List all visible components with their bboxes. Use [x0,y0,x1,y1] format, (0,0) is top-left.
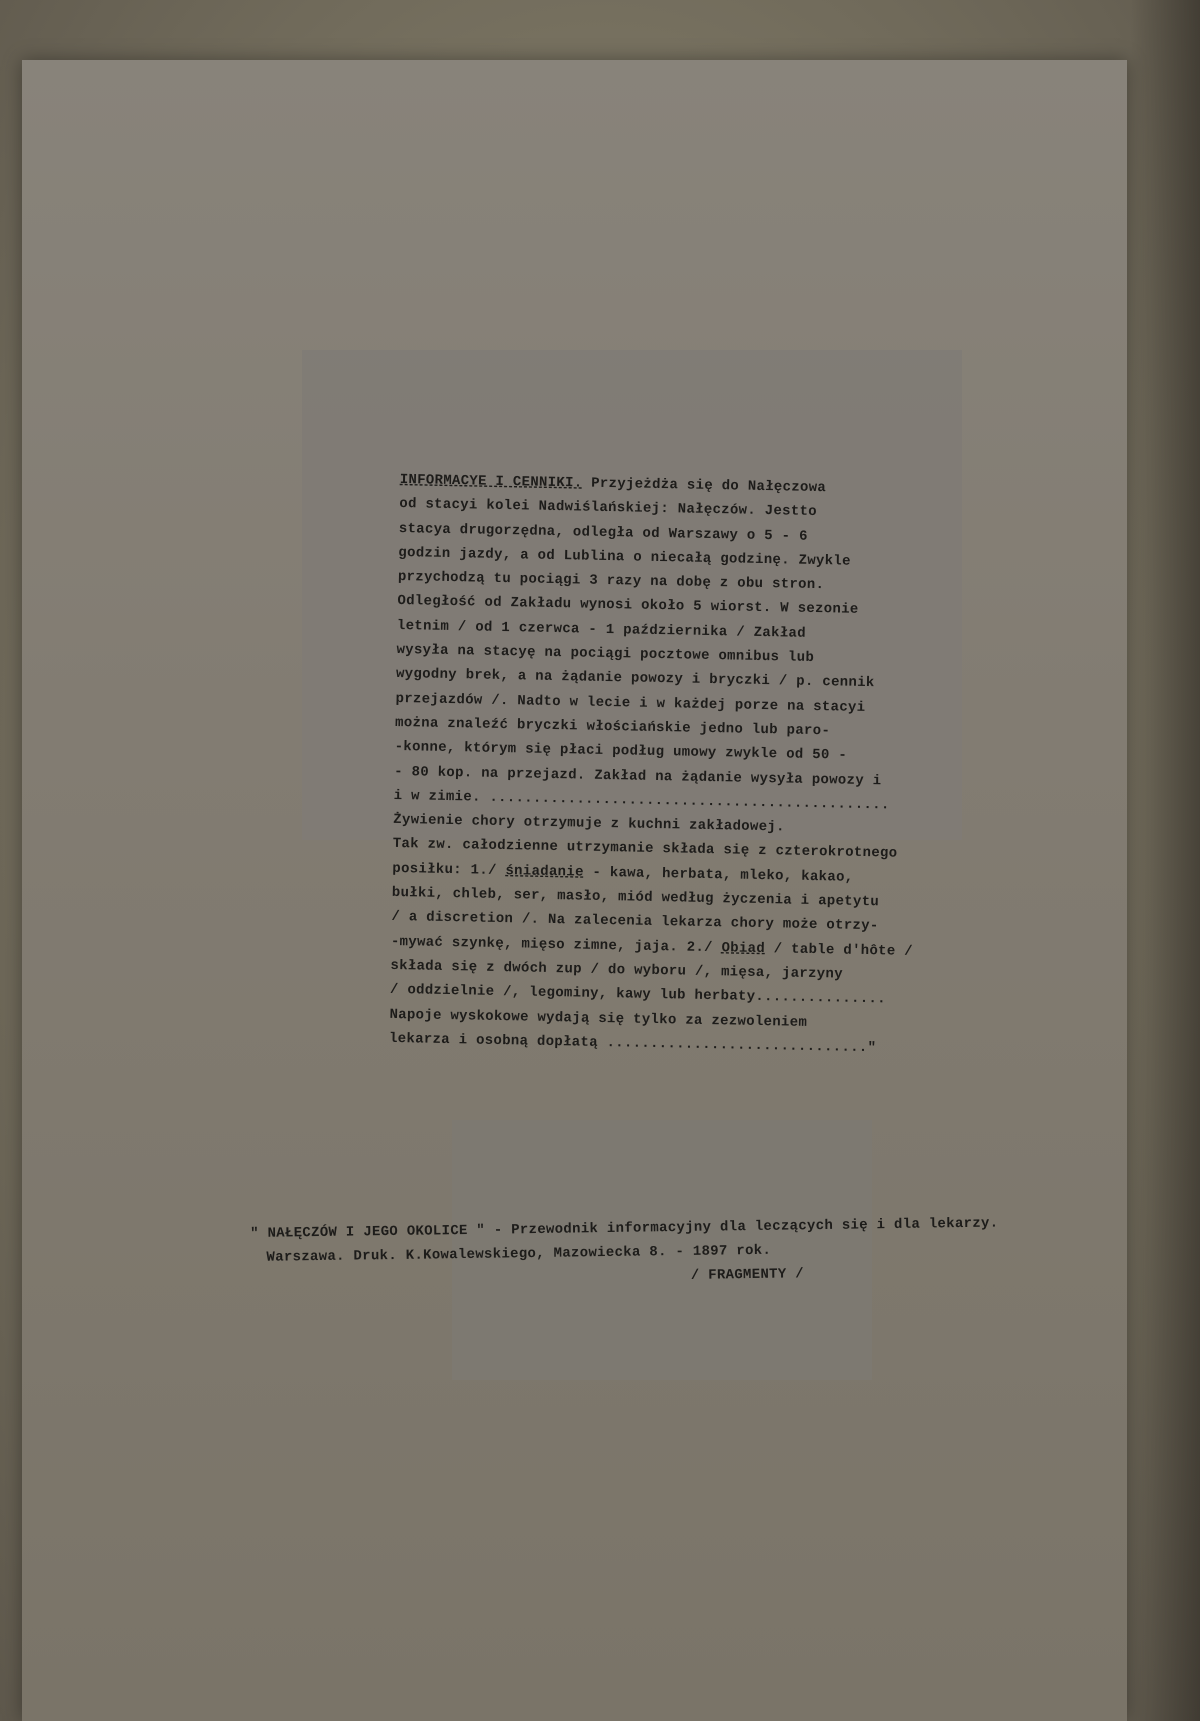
text-line: / a discretion /. Na zalecenia lekarza chory może otrzy- [391,909,879,935]
text-line: Napoje wyskokowe wydają się tylko za zezwoleniem [389,1006,808,1031]
text-line: wygodny brek, a na żądanie powozy i bryczki / p. cennik [395,666,875,692]
citation-title: " NAŁĘCZÓW I JEGO OKOLICE " - Przewodnik informacyjny dla leczących się i dla lekarzy. [250,1215,999,1242]
text-fragment: posiłku: 1./ [392,860,506,879]
shadow-edge [1130,0,1200,1721]
text-line: - 80 kop. na przejazd. Zakład na żądanie wysyła powozy i [394,763,882,789]
text-line: przejazdów /. Nadto w lecie i w każdej porze na stacyi [395,690,866,716]
text-line: lekarza i osobną dopłatą .............................." [388,1030,877,1057]
text-line: letnim / od 1 czerwca - 1 października / Zakład [396,617,807,642]
text-line: i w zimie. .............................................. [393,787,890,814]
text-line: -konne, którym się płaci podług umowy zwykle od 50 - [394,739,848,764]
text-fragment: / table d'hôte / [764,940,914,960]
underlined-word: śniadanie [505,862,584,881]
text-line: Odległość od Zakładu wynosi około 5 wiorst. W sezonie [397,593,859,619]
text-line: wysyła na stacyę na pociągi pocztowe omnibus lub [396,642,815,667]
citation-note: / FRAGMENTY / [690,1266,805,1284]
source-citation [250,1211,1011,1294]
typed-text-block [389,468,920,1061]
text-line: Tak zw. całodzienne utrzymanie składa się z czterokrotnego [392,836,898,863]
text-line: godzin jazdy, a od Lublina o niecałą godzinę. Zwykle [398,544,851,570]
text-line: / oddzielnie /, legominy, kawy lub herbaty............... [389,982,887,1008]
underlined-word: Obiad [721,939,766,957]
text-fragment: -mywać szynkę, mięso zimne, jaja. 2./ [390,933,722,956]
text-line: przychodzą tu pociągi 3 razy na dobę z obu stron. [397,569,825,594]
text-line: składa się z dwóch zup / do wyboru /, mięsa, jarzyny [390,957,843,983]
text-line: bułki, chleb, ser, masło, miód według życzenia i apetytu [391,884,880,911]
citation-publisher: Warszawa. Druk. K.Kowalewskiego, Mazowiecka 8. - 1897 rok. [266,1242,772,1266]
text-line: można znaleźć bryczki włościańskie jedno lub paro- [394,714,831,740]
text-line: od stacyi kolei Nadwiślańskiej: Nałęczów. Jestto [399,496,818,521]
text-line: Żywienie chory otrzymuje z kuchni zakładowej. [393,812,785,836]
text-fragment: Przyjeżdża się do Nałęczowa [582,475,827,497]
text-line: stacya drugorzędna, odległa od Warszawy o 5 - 6 [398,520,808,545]
text-fragment: - kawa, herbata, mleko, kakao, [583,864,854,886]
section-heading: INFORMACYE I CENNIKI. [399,471,583,492]
